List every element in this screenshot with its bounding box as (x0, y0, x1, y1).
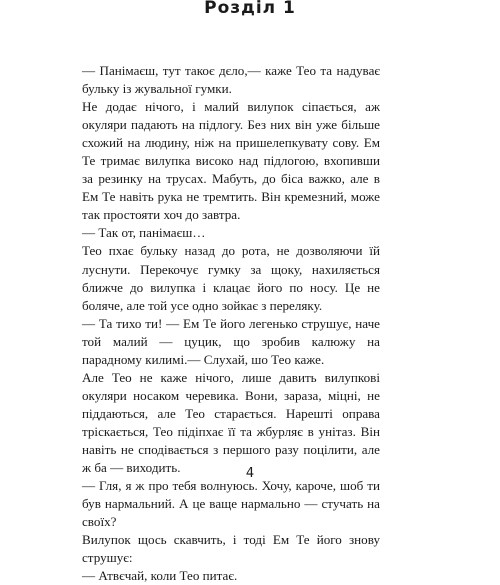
paragraph: — Так от, панімаєш… (82, 225, 206, 241)
paragraph: Тео пхає бульку назад до рота, не дозволяючи їй луснути. Перекочує гумку за щоку, нахиляється ближче до вилупка і клацає його по носу. Це не боляче, але той усе одно зойкає з переляку. (82, 243, 380, 313)
body-text (82, 62, 380, 585)
chapter-title: Розділ 1 (204, 0, 296, 18)
page-number: 4 (245, 466, 255, 481)
paragraph: — Та тихо ти! — Ем Те його легенько струшує, наче той малий — цуцик, що зробив калюжу на парадному килимі.— Слухай, шо Тео каже. (82, 315, 380, 367)
paragraph: Але Тео не каже нічого, лише давить вилупкові окуляри носаком черевика. Вони, зараза, міцні, не піддаються, але Тео старається. Нарешті оправа тріскається, Тео підіпхає її та жбурляє в унітаз. Він навіть не сподівається з першого разу поцілити, але ж ба — виходить. (82, 369, 380, 476)
paragraph: — Гля, я ж про тебя волнуюсь. Хочу, кароче, шоб ти був нармальний. А це ваще нармально — стучать на своїх? (82, 478, 380, 530)
paragraph: Не додає нічого, і малий вилупок сіпається, аж окуляри падають на підлогу. Без них він уже більше схожий на людину, ніж на пришелепкувату сову. Ем Те тримає вилупка високо над підлогою, вхопивши за резинку на трусах. Мабуть, до біса важко, але в Ем Те навіть рука не тремтить. Він кремезний, може так простояти хоч до завтра. (82, 99, 380, 223)
paragraph: — Панімаєш, тут такоє дєло,— каже Тео та надуває бульку із жувальної гумки. (82, 63, 380, 97)
paragraph: — Атвєчай, коли Тео питає. (82, 568, 238, 584)
paragraph: Вилупок щось скавчить, і тоді Ем Те його знову струшує: (82, 532, 380, 566)
